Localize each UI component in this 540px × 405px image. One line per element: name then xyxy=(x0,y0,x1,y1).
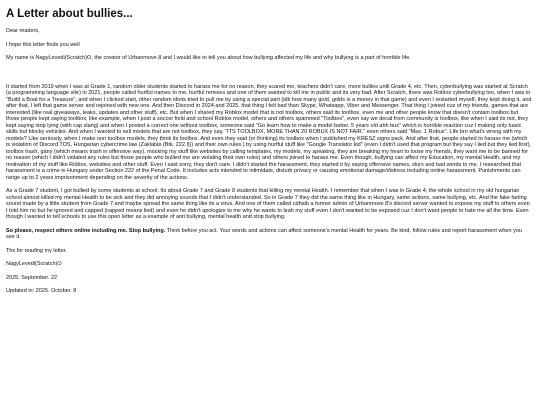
intro-text: I hope this letter finds you well xyxy=(6,41,80,48)
story-paragraph-2: As a Grade 7 student, I got bullied by some students at school. Its about Grade 7 and Grade 8 students that killing my mental Health. I remember that when I was in Grade 4, the whole school in my old hungarian school almost killed my mental Health to be sick and they did annoying sounds that I didn't understanded. So in Grade 7 they did the same thing like in Hungary, same actions, same bullying, etc. And the fake farting sound made by a little student from Grade 7 and maybe spread the same thing like its a virus. And one of them called cdhaib a former admin of Urbanmove 8's discord server wanted to expose my stuff to others even I told him no but he ignored and capped (capped means lied) and even he didn't apologize to me why he wants to leah my stuff even I don't wanted to be exposed cuz I don't want people to hate me all the time. Even though I wanted to tell schools to use this open letter as a example of anti bullying, mental health and stop bullying. xyxy=(6,188,530,220)
page-title: A Letter about bullies... xyxy=(6,8,133,20)
closing-emphasis: So please, respect others online including me. Stop bullying. xyxy=(6,227,166,234)
closing-rest: Think before you act. Your words and actions can affect someone's mental Health for years. Be kind, follow rules and report harassment when you see it. xyxy=(6,227,522,240)
updated-text: Updated in: 2025. October. 8 xyxy=(6,288,77,294)
signature-text: NagyLevedi(Scratch)O xyxy=(6,261,62,267)
thanks-text: Thx for reading my letter. xyxy=(6,247,67,254)
introduction-paragraph: My name is NagyLevedi(Scratch)O, the creator of Urbanmove 8 and I would like to tell you about how bullying affected my life and why bullying is a part of horrible life. xyxy=(6,55,411,61)
date-text: 2025. September. 22 xyxy=(6,274,58,281)
story-paragraph-1: It started from 2019 when I was at Grade 1, random older students started to harass me for no reason, they scared me, teachers didn't care, more bullies until Grade 4, etc. Then, cyberbullying was started at Scratch (a programming language site) in 2021, people called hurtful names to me, hurtful remixes and one of them wanted to kill me in public and its very bad. After Scratch, there was Roblox cyberbullying too, when I was in "Build a Boat for a Treasure", and when I clicked start, other random idiots tried to pull me by using a special part (idk how many gold, golds is a money in that game) and even I restarted myself, they kept doing it, and after that, I left that game server and rejoined with new one. And then Discord in 2024 and 2025, that thing I felt bad than Skype, Whatsapp, Viber and Messenger. That thing I joined cuz of my friends, games that are interested (like real giveaways, leaks, updates and other stuff), etc. But when I shared my Roblox model that is not toolbox, others said its toolbox, even me and other people know that doesn't contain toolbox but those people kept saying toolbox, like example, when I post a soccer field and school Roblox model, others and others spammed "Toolbox", even say we decal from community is toolbox, like when I said its not, they kept saying stop lying (with cap slang) and when I posted a correct one without toolbox, someone said "Go learn how to make a model better. 5 years old ahh bus" which is horrible reaction cuz I making only basic skills but blocky vehicles. And when I wanted to sell models that are not toolbox, they say, "ITS TOOLBOX, MORE THAN 20 ROBUX IS NOT FAIR." even others said "Max. 1 Robux". Life bro what's wrong with my models? Like seriously, when I make non toolbox models, they think its toolbox. And even they said (or thinking) its toolbox when I published my KRESZ signs pack. And after that, people started to harass me (which is violation of Discord TOS, Hungarian cybercrime law (Zaklatás (Btk. 222.§)) and their own rules.) by using hurtful stuff like "Google Translator kid" (even I didn't used that program but they say I lied but they lied first), toolbox trash, gány (which means trash in offensive way), mocking my stuff like websites by calling templates, my models, my speaking, they are breaking my heart to loose my friends, they want me to be banned for no reason (which I didn't violated any rules but those people who bullied me are violating their own rules) and others joined to harass me. Even though, bullying can affect my Education, my mental Health, and my motivation of my stuff like Roblox, websites and other stuff. Even I said sorry, they don't care. I didn't started the harassment, they started it by saying offensive names, slurs and bad words to me. I researched that harassment is a crime in Hungary under Section 222 of the Penal Code. It includes acts intended to intimidate, disturb privacy or causing emotional damage/distress including online harassment. Punishments can range up to 2 years imprisonment depending on the severity of the actions. xyxy=(6,83,532,181)
closing-paragraph xyxy=(6,228,532,241)
greeting-text: Dear readers, xyxy=(6,28,40,34)
